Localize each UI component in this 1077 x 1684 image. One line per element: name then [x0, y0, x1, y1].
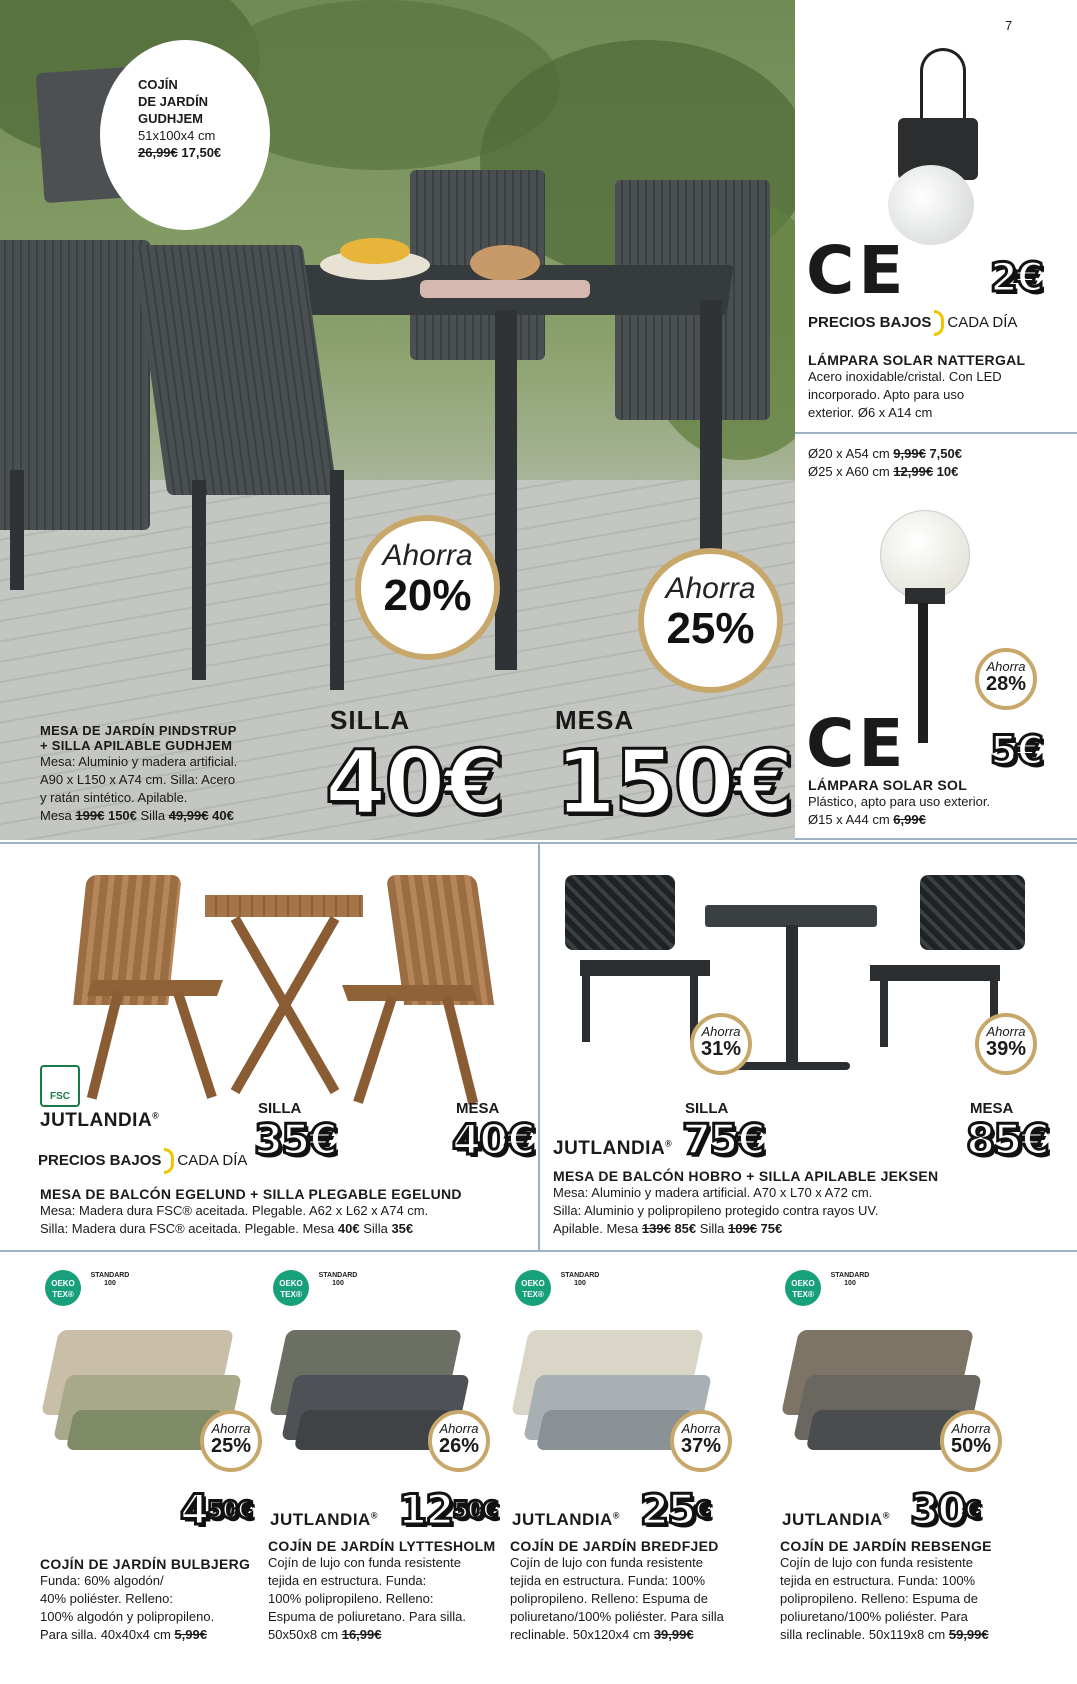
chair-leg [353, 996, 397, 1104]
cushion-title: COJÍN DE JARDÍN LYTTESHOLM [268, 1538, 496, 1554]
nattergal-desc-3: exterior. Ø6 x A14 cm [808, 405, 933, 420]
variant-1-old: 9,99€ [893, 446, 926, 461]
cushion-price [398, 1485, 497, 1534]
cushion-desc-line: poliuretano/100% poliéster. Para silla [510, 1609, 724, 1624]
precios-bajos-text: PRECIOS BAJOS [38, 1151, 162, 1169]
cushion-desc-line: tejida en estructura. Funda: [268, 1573, 427, 1588]
ahorra-label: Ahorra [701, 1024, 741, 1039]
pindstrup-title-1: MESA DE JARDÍN PINDSTRUP [40, 723, 237, 738]
price-whole: 25 [640, 1485, 695, 1534]
chair-seat [342, 985, 478, 1001]
ahorra-badge-sol [975, 648, 1037, 710]
ahorra-badge-silla [355, 515, 500, 660]
pindstrup-mesa-new: 150€ [107, 808, 137, 823]
pindstrup-silla-new: 40€ [212, 808, 234, 823]
ahorra-label: Ahorra [986, 1024, 1026, 1039]
hobro-title: MESA DE BALCÓN HOBRO + SILLA APILABLE JEKSEN [553, 1168, 939, 1184]
ahorra-badge-mesa [638, 548, 783, 693]
hobro-info [553, 1168, 1063, 1238]
ahorra-badge [670, 1410, 732, 1472]
ahorra-pct: 28% [985, 673, 1027, 695]
bread [470, 245, 540, 281]
oeko-tex-text: OEKO TEX® [51, 1279, 75, 1299]
cushion-title: COJÍN DE JARDÍN BULBJERG [40, 1556, 251, 1572]
jeksen-chair-left [565, 875, 675, 950]
hobro-mesa-old: 139€ [641, 1221, 671, 1236]
ahorra-badge [200, 1410, 262, 1472]
mesa-caption: MESA [555, 705, 635, 735]
nattergal-price: 2€ [990, 255, 1042, 301]
hobro-desc-2: Silla: Aluminio y polipropileno protegido contra rayos UV. [553, 1203, 879, 1218]
price-cents: 50€ [452, 1496, 497, 1524]
variant-1-new: 7,50€ [929, 446, 962, 461]
gudhjem-title-2: DE JARDÍN [138, 94, 209, 109]
chair-leg [10, 470, 24, 590]
divider [538, 842, 540, 1250]
pindstrup-desc-1: Mesa: Aluminio y madera artificial. [40, 754, 238, 769]
fruit [340, 238, 410, 264]
chair-leg [87, 990, 123, 1099]
table-leg [700, 300, 722, 550]
nattergal-desc-1: Acero inoxidable/cristal. Con LED [808, 369, 1002, 384]
price-cents: € [694, 1496, 710, 1524]
sol-desc: Plástico, apto para uso exterior. [808, 794, 991, 809]
ahorra-pct: 50% [950, 1435, 992, 1457]
cushion-desc-line: polipropileno. Relleno: Espuma de [510, 1591, 709, 1606]
brand-text: JUTLANDIA [782, 1510, 883, 1529]
lamp-sol-globe [880, 510, 970, 600]
chair-leg [442, 995, 478, 1104]
pindstrup-silla-label: Silla [140, 808, 166, 823]
oeko-tex-logo [515, 1270, 551, 1306]
silla-price: 40€ [325, 731, 503, 834]
cushion-desc-line: tejida en estructura. Funda: 100% [780, 1573, 976, 1588]
registered-mark: ® [152, 1110, 160, 1121]
cushion-info [268, 1538, 523, 1644]
price-whole: 12 [398, 1485, 453, 1534]
sol-dims: Ø15 x A44 cm [808, 812, 890, 827]
egelund-table-top [205, 895, 363, 917]
brand-text: JUTLANDIA [553, 1138, 666, 1159]
cushion-info [780, 1538, 1035, 1644]
registered-mark: ® [612, 1510, 620, 1521]
egelund-silla-price: 35€ [254, 1115, 336, 1164]
cushion-info [40, 1556, 295, 1644]
ahorra-pct: 26% [438, 1435, 480, 1457]
mesa-price: 150€ [555, 731, 792, 834]
ahorra-label: Ahorra [951, 1421, 991, 1436]
jutlandia-brand [553, 1138, 672, 1160]
cushion-desc-line: polipropileno. Relleno: Espuma de [780, 1591, 979, 1606]
cojin-gudhjem-bubble [100, 40, 270, 230]
cada-dia-text: CADA DÍA [177, 1151, 248, 1169]
chair-seat [870, 965, 1000, 981]
cushion-dims: silla reclinable. 50x119x8 cm [780, 1627, 946, 1642]
variant-1-dims: Ø20 x A54 cm [808, 446, 890, 461]
egelund-desc-silla-label: Silla [363, 1221, 388, 1236]
cushion-title: COJÍN DE JARDÍN REBSENGE [780, 1538, 992, 1554]
hobro-silla-price: 75€ [682, 1115, 764, 1164]
hobro-table-top [705, 905, 877, 927]
hobro-silla-old: 109€ [727, 1221, 757, 1236]
hobro-mesa-new: 85€ [674, 1221, 697, 1236]
oeko-tex-logo [45, 1270, 81, 1306]
table-leg [786, 925, 798, 1065]
ahorra-label: Ahorra [439, 1421, 479, 1436]
ahorra-pct: 37% [680, 1435, 722, 1457]
egelund-desc-2: Silla: Madera dura FSC® aceitada. Plegable. Mesa [40, 1221, 335, 1236]
table-leg [495, 310, 517, 670]
egelund-title: MESA DE BALCÓN EGELUND + SILLA PLEGABLE EGELUND [40, 1186, 462, 1202]
hobro-desc-1: Mesa: Aluminio y madera artificial. A70 x L70 x A72 cm. [553, 1185, 873, 1200]
pindstrup-silla-old: 49,99€ [168, 808, 209, 823]
chair-leg [173, 991, 217, 1099]
price-cents: € [964, 1496, 980, 1524]
page-number: 7 [1005, 18, 1013, 33]
ahorra-pct: 31% [700, 1038, 742, 1060]
cushion-desc-line: Espuma de poliuretano. Para silla. [268, 1609, 467, 1624]
hobro-silla-label: Silla [699, 1221, 725, 1236]
sol-old-price: 6,99€ [893, 812, 926, 827]
gudhjem-new-price: 17,50€ [181, 145, 222, 160]
variant-2-dims: Ø25 x A60 cm [808, 464, 890, 479]
ahorra-label: Ahorra [986, 659, 1026, 674]
pindstrup-mesa-old: 199€ [75, 808, 105, 823]
chair-leg [192, 480, 206, 680]
jutlandia-brand [782, 1510, 890, 1530]
ahorra-badge [428, 1410, 490, 1472]
cushion-old-price: 59,99€ [948, 1627, 989, 1642]
cushion-title: COJÍN DE JARDÍN BREDFJED [510, 1538, 719, 1554]
nattergal-variants [808, 445, 962, 481]
pindstrup-mesa-label: Mesa [40, 808, 72, 823]
cushion-price [180, 1485, 252, 1534]
pindstrup-info [40, 723, 310, 825]
egelund-desc-mesa: 40€ [337, 1221, 360, 1236]
cushion-desc-line: poliuretano/100% poliéster. Para [780, 1609, 968, 1624]
oeko-tex-logo [785, 1270, 821, 1306]
sol-info [808, 777, 1068, 829]
registered-mark: ® [370, 1510, 378, 1521]
cushion-old-price: 16,99€ [341, 1627, 382, 1642]
jeksen-chair-right [920, 875, 1025, 950]
ahorra-badge-hobro [975, 1013, 1037, 1075]
divider [795, 838, 1077, 840]
gudhjem-title-1: COJÍN [138, 77, 178, 92]
precios-bajos-arc [934, 310, 944, 336]
hobro-mesa-price: 85€ [966, 1115, 1048, 1164]
sol-price: 5€ [990, 728, 1042, 774]
cushion-desc-line: 100% algodón y polipropileno. [40, 1609, 215, 1624]
fsc-logo: FSC [40, 1065, 80, 1107]
oeko-tex-text: OEKO TEX® [521, 1279, 545, 1299]
hobro-mesa-caption: MESA [970, 1100, 1014, 1117]
ahorra-badge-jeksen [690, 1013, 752, 1075]
nattergal-desc-2: incorporado. Apto para uso [808, 387, 965, 402]
chair-leg [330, 470, 344, 690]
registered-mark: ® [665, 1138, 673, 1149]
cushion-price [640, 1485, 710, 1534]
cushion-info [510, 1538, 765, 1644]
oeko-tex-text: OEKO TEX® [279, 1279, 303, 1299]
divider [0, 1250, 1077, 1252]
lamp-sol-base [905, 588, 945, 604]
divider [795, 432, 1077, 434]
hobro-desc-3: Apilable. Mesa [553, 1221, 639, 1236]
egelund-mesa-price: 40€ [452, 1115, 534, 1164]
hobro-silla-new: 75€ [760, 1221, 783, 1236]
oeko-standard: STANDARD 100 [318, 1272, 358, 1287]
lamp-handle [920, 48, 966, 128]
cushion-desc-line: Cojín de lujo con funda resistente [510, 1555, 703, 1570]
gudhjem-dims: 51x100x4 cm [138, 128, 216, 143]
egelund-desc-silla: 35€ [391, 1221, 414, 1236]
brand-text: JUTLANDIA [40, 1110, 153, 1131]
cushion-desc-line: 100% polipropileno. Relleno: [268, 1591, 434, 1606]
precios-bajos-text: PRECIOS BAJOS [808, 313, 932, 331]
price-whole: 4 [180, 1485, 208, 1534]
cushion-dims: Para silla. 40x40x4 cm [40, 1627, 171, 1642]
nattergal-title: LÁMPARA SOLAR NATTERGAL [808, 352, 1026, 368]
oeko-standard: STANDARD 100 [560, 1272, 600, 1287]
oeko-standard: STANDARD 100 [90, 1272, 130, 1287]
silla-caption: SILLA [330, 705, 411, 735]
chair-seat [87, 980, 223, 996]
gudhjem-title-3: GUDHJEM [138, 111, 204, 126]
registered-mark: ® [882, 1510, 890, 1521]
oeko-tex-text: OEKO TEX® [791, 1279, 815, 1299]
variant-2-new: 10€ [936, 464, 959, 479]
pindstrup-title-2: + SILLA APILABLE GUDHJEM [40, 738, 233, 753]
table-base [735, 1062, 850, 1070]
napkin [420, 280, 590, 298]
sol-title: LÁMPARA SOLAR SOL [808, 777, 968, 793]
cushion-dims: 50x50x8 cm [268, 1627, 339, 1642]
ce-mark: CE [806, 705, 908, 782]
cushion-old-price: 39,99€ [653, 1627, 694, 1642]
ahorra-badge [940, 1410, 1002, 1472]
ahorra-pct: 39% [985, 1038, 1027, 1060]
hobro-silla-caption: SILLA [685, 1100, 729, 1117]
oeko-standard: STANDARD 100 [830, 1272, 870, 1287]
cada-dia-text: CADA DÍA [947, 313, 1018, 331]
precios-bajos-logo [38, 1148, 247, 1174]
variant-2-old: 12,99€ [893, 464, 934, 479]
brand-text: JUTLANDIA [270, 1510, 371, 1529]
nattergal-info [808, 352, 1068, 422]
ahorra-label: Ahorra [382, 539, 473, 572]
chair-leg [582, 972, 590, 1042]
cushion-desc-line: Cojín de lujo con funda resistente [780, 1555, 973, 1570]
cushion-old-price: 5,99€ [174, 1627, 207, 1642]
ahorra-label: Ahorra [665, 572, 756, 605]
gudhjem-old-price: 26,99€ [138, 145, 178, 160]
price-whole: 30 [910, 1485, 965, 1534]
ahorra-pct: 20% [383, 571, 472, 620]
lamp-sol-stake [918, 603, 928, 743]
oeko-tex-logo [273, 1270, 309, 1306]
cushion-desc-line: 40% poliéster. Relleno: [40, 1591, 173, 1606]
ahorra-pct: 25% [666, 604, 755, 653]
egelund-silla-caption: SILLA [258, 1100, 302, 1117]
cushion-desc-line: Cojín de lujo con funda resistente [268, 1555, 461, 1570]
brand-text: JUTLANDIA [512, 1510, 613, 1529]
ahorra-pct: 25% [210, 1435, 252, 1457]
jutlandia-brand [512, 1510, 620, 1530]
cushion-desc-line: tejida en estructura. Funda: 100% [510, 1573, 706, 1588]
jutlandia-brand [270, 1510, 378, 1530]
price-cents: 50€ [207, 1496, 252, 1524]
front-chair [132, 245, 337, 495]
cushion-desc-line: Funda: 60% algodón/ [40, 1573, 164, 1588]
ahorra-label: Ahorra [681, 1421, 721, 1436]
precios-bajos-logo [808, 310, 1017, 336]
egelund-desc-1: Mesa: Madera dura FSC® aceitada. Plegable. A62 x L62 x A74 cm. [40, 1203, 429, 1218]
ahorra-label: Ahorra [211, 1421, 251, 1436]
precios-bajos-arc [164, 1148, 174, 1174]
cushion-price [910, 1485, 980, 1534]
chair-leg [880, 977, 888, 1047]
jutlandia-brand [40, 1110, 159, 1132]
ce-mark: CE [806, 232, 908, 309]
pindstrup-desc-2: A90 x L150 x A74 cm. Silla: Acero [40, 772, 236, 787]
pindstrup-desc-3: y ratán sintético. Apilable. [40, 790, 188, 805]
cushion-dims: reclinable. 50x120x4 cm [510, 1627, 651, 1642]
egelund-info [40, 1186, 530, 1238]
egelund-mesa-caption: MESA [456, 1100, 500, 1117]
